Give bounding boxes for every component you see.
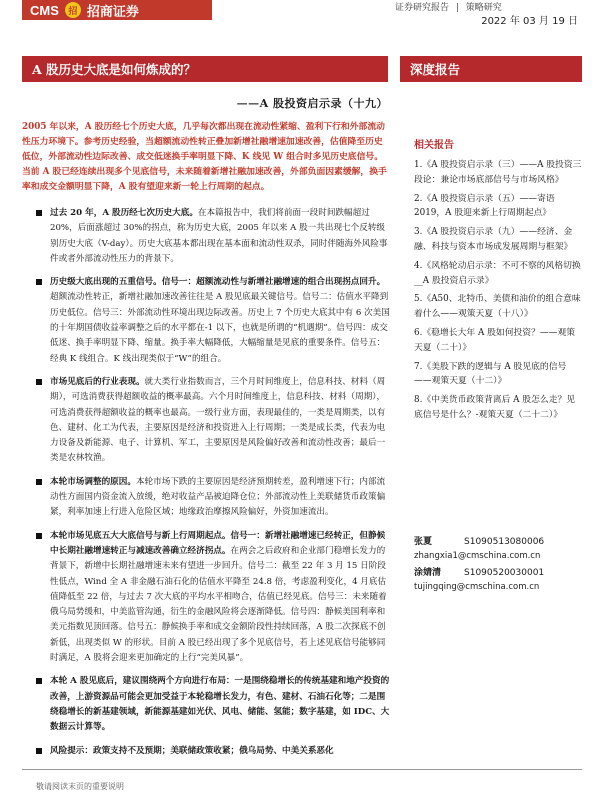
report-category: 策略研究 bbox=[465, 3, 502, 13]
footer-note: 敬请阅读末页的重要说明 bbox=[36, 782, 124, 791]
related-report-item[interactable]: 5.《A50、北特币、美债和油价的组合意味着什么——观策天夏（十八）》 bbox=[414, 294, 581, 320]
meta-divider bbox=[457, 3, 458, 12]
paragraph bbox=[36, 206, 390, 267]
paragraph-lead: 风险提示：政策支持不及预期；美联储政策收紧；俄乌局势、中美关系恶化 bbox=[50, 745, 334, 756]
related-report-item[interactable]: 1.《A 股投资启示录（三）——A 股投资三段论：兼论市场底部信号与市场风格》 bbox=[414, 160, 582, 185]
related-report-item[interactable]: 6.《稳增长大年 A 股如何投资？——观策天夏（二十）》 bbox=[414, 327, 576, 353]
related-reports-list bbox=[414, 158, 582, 427]
report-subtitle bbox=[200, 95, 388, 111]
paragraph-lead: 历史级大底出现的五重信号。信号一：超额流动性与新增社融增速的组合出现拐点回升。 bbox=[50, 277, 386, 288]
paragraph bbox=[36, 275, 390, 367]
paragraph bbox=[36, 744, 390, 759]
subtitle-dash: —— bbox=[236, 97, 260, 110]
analyst-name: 涂婧清 bbox=[414, 568, 442, 578]
paragraph-lead: 过去 20 年，A 股历经七次历史大底。 bbox=[50, 208, 198, 218]
related-report-item[interactable]: 2.《A 股投资启示录（五）——寄语 2019，A 股迎来新上行周期起点》 bbox=[414, 193, 555, 219]
paragraph-lead: 市场见底后的行业表现。 bbox=[50, 376, 145, 387]
paragraph-body: 就大类行业指数而言，三个月时间维度上，信息科技、材料（周期），可选消费获得超额收益的概率最高。六个月时间维度上，信息科技、材料（周期），可选消费获得超额收益的概率也最高。一级行业方面，表现最佳的，一类是周期类，以有色、建材、化工为代表，主要原因是经济和投资进入上行周期；一类是成长类，代表为电力设备及新能源、电子、计算机、军工，主要原因是风险偏好改善和流动性改善；最后一类是农林牧渔。 bbox=[50, 376, 386, 464]
related-report-item[interactable]: 7.《美股下跌的逻辑与 A 股见底的信号——观策天夏（十二）》 bbox=[414, 361, 567, 387]
paragraph bbox=[36, 674, 390, 735]
report-type: 证券研究报告 bbox=[395, 3, 450, 13]
analyst-name: 张夏 bbox=[414, 537, 433, 547]
related-report-item[interactable]: 4.《风格轮动启示录：不可不察的风格切换__A 股投资启示录》 bbox=[414, 260, 581, 286]
main-body bbox=[36, 206, 390, 767]
report-title: A 股历史大底是如何炼成的？ bbox=[32, 62, 197, 77]
report-kind-bar bbox=[400, 56, 582, 82]
summary-text: 2005 年以来，A 股历经七个历史大底，几乎每次都出现在流动性紧缩、盈利下行和外部流动性压力环境下。参考历史经验，当超额流动性转正叠加新增社融增速加速改善，估值降至历史低位，外部流动性边际改善、成交低迷换手率明显下降、K 线见 W 组合时多见历史底信号。当前 A 股已经连续出现多个见底信号，未来随着新增社融加速改善，外部负面因素缓解，换手率和成交金额明显下降，A 股有望迎来新一轮上行周期的起点。 bbox=[22, 122, 387, 192]
analyst-row bbox=[414, 535, 582, 549]
report-date: 2022 年 03 月 19 日 bbox=[481, 16, 578, 27]
cms-logo bbox=[22, 0, 212, 20]
paragraph-body: 在两会之后政府和企业部门稳增长发力的背景下，新增中长期社融增速未来有望进一步回升。信号二：截至 22 年 3 月 15 日阶段性低点，Wind 全 A 非金融石油石化的估值水平降至 24.8 倍，考虑盈利变化，4 月底估值降低至 22 倍，与过去 7 次大底的平均水平相吻合，估值已经见底。信号三：未来随着俄乌局势缓和，中美监管沟通，衍生的金融风险将会逐渐降低。信号四：静候美国利率和美元指数见顶回落。信号五：静候换手率和成交金额阶段性持续回落，A 股二次探底不创新低，出现类似 W 的形状。目前 A 股已经出现了多个见底信号，若上述见底信号能够同时满足，A 股将会迎来更加确定的上行“完美风暴”。 bbox=[50, 545, 387, 664]
paragraph bbox=[36, 475, 390, 521]
analyst-email[interactable]: zhangxia1@cmschina.com.cn bbox=[414, 551, 541, 561]
footer-divider bbox=[22, 769, 582, 770]
paragraph-body: 在本篇报告中，我们将前面一段时间跌幅超过 20%，后面涨超过 30%的拐点，称为历史大底，2005 年以来 A 股一共出现七个反转级别历史大底（V-day）。历史大底基本都出现在基本面和流动性双杀，同时伴随海外风险事件或者外部流动性压力的背景下。 bbox=[50, 208, 388, 264]
analyst-row bbox=[414, 566, 582, 580]
report-kind: 深度报告 bbox=[410, 62, 461, 77]
paragraph-body: 超额流动性转正，新增社融加速改善往往是 A 股见底最关键信号。信号二：估值水平降到历史低位。信号三：外部流动性环境出现边际改善。历史上 7 个历史大底其中有 6 次美国的十年期国债收益率调整之后的水平都在-1 以下，也就是所谓的“机遇期”。信号四：成交低迷、换手率明显下降、缩量。换手率大幅降低，大幅缩量是见底的重要条件。信号五：经典 K 线组合。K 线出现类似于“W”的组合。 bbox=[50, 292, 390, 364]
logo-mark-icon: 招 bbox=[65, 2, 81, 18]
paragraph bbox=[36, 529, 390, 667]
related-reports-title: 相关报告 bbox=[414, 140, 454, 151]
analyst-block bbox=[414, 535, 582, 597]
report-title-bar bbox=[22, 56, 388, 82]
related-report-item[interactable]: 3.《A 股投资启示录（九）——经济、金融、科技与资本市场成发展周期与框架》 bbox=[414, 227, 573, 252]
subtitle-text: A 股投资启示录（十九） bbox=[259, 97, 388, 110]
paragraph-lead: 本轮 A 股见底后，建议围绕两个方向进行布局：一是围绕稳增长的传统基建和地产投资的改善，上游资源品可能会更加受益于本轮稳增长发力，有色、建材、石油石化等；二是围绕稳增长的新基建领域，新能源基建如光伏、风电、储能、氢能；数字基建，如 IDC、大数据云计算等。 bbox=[50, 676, 390, 733]
paragraph-body: 本轮市场下跌的主要原因是经济预期转差，盈利增速下行；内部流动性方面国内资金流入放缓，绝对收益产品被迫降仓位；外部流动性上美联储货币政策偏紧，利率加速上行进入危险区域；地缘政治摩擦风险偏好，外资加速流出。 bbox=[50, 476, 386, 518]
analyst-cert: S1090520030001 bbox=[464, 568, 545, 578]
analyst-email[interactable]: tujingqing@cmschina.com.cn bbox=[414, 582, 540, 592]
logo-en: CMS bbox=[30, 2, 59, 18]
logo-cn: 招商证券 bbox=[86, 3, 139, 19]
analyst-cert: S1090513080006 bbox=[464, 537, 545, 547]
paragraph bbox=[36, 375, 390, 467]
paragraph-lead: 本轮市场见底五大大底信号与新上行周期起点。信号一：新增社融增速已经转正，但静候中长期社融增速转正与减速改善确立经济拐点。 bbox=[50, 530, 386, 556]
paragraph-lead: 本轮市场调整的原因。 bbox=[50, 476, 136, 487]
related-report-item[interactable]: 8.《中美货币政策背离后 A 股怎么走？见底信号是什么？-观策天夏（二十二）》 bbox=[414, 395, 576, 420]
